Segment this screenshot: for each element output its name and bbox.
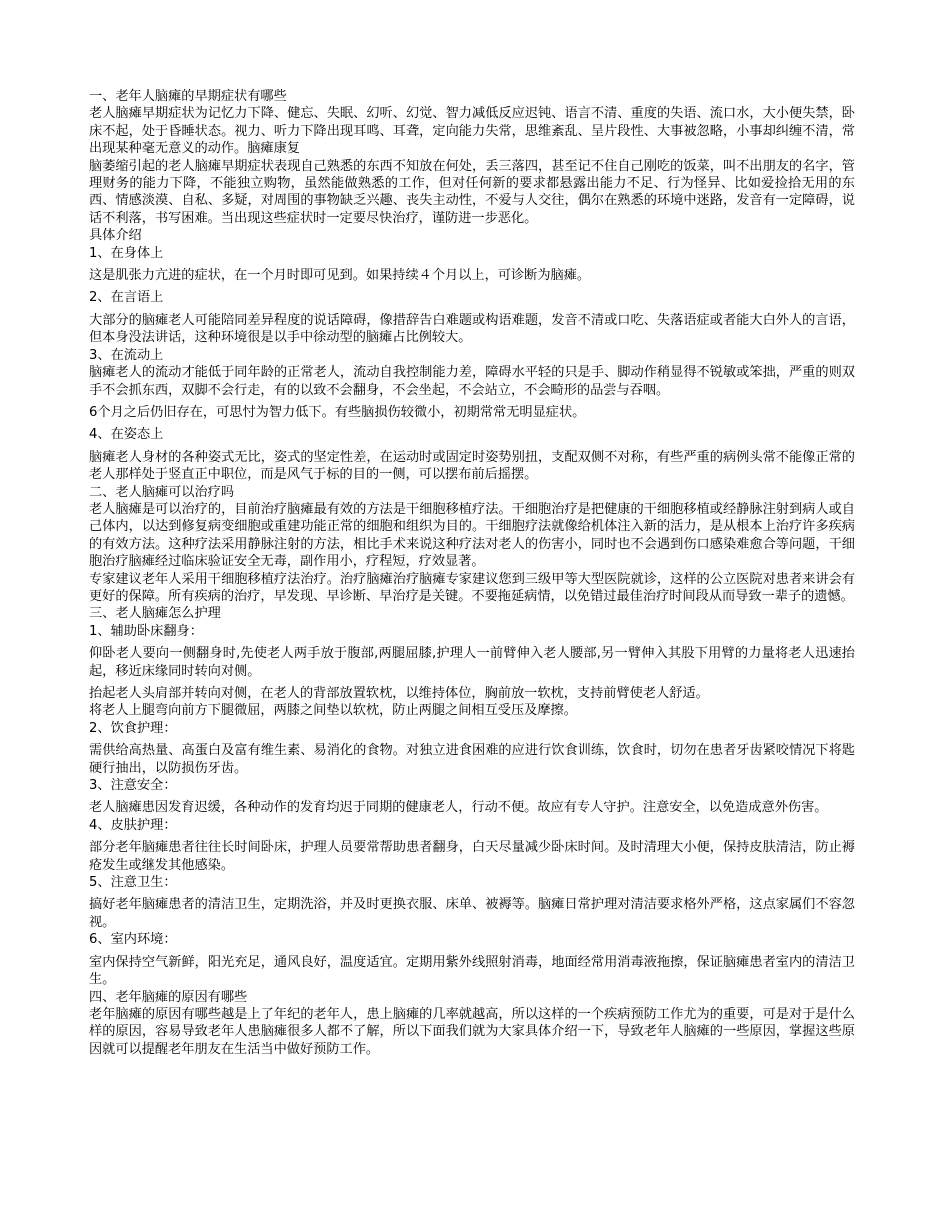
paragraph-posture: 脑瘫老人身材的各种姿式无比，姿式的坚定性差，在运动时或固定时姿势别扭，支配双侧不对称，有些严重的病例头常不能像正常的老人那样处于竖直正中职位，而是风气于标的目的一侧，可以摆布前后摇摆。 — [89, 449, 855, 483]
section-heading-care: 三、老人脑瘫怎么护理 — [89, 606, 221, 622]
subheading-posture: 4、在姿态上 — [89, 427, 164, 443]
paragraph-turning-3: 将老人上腿弯向前方下腿微屈，两膝之间垫以软枕，防止两腿之间相互受压及摩擦。 — [89, 703, 577, 719]
subheading-speech: 2、在言语上 — [89, 290, 164, 306]
paragraph-brain-atrophy: 脑萎缩引起的老人脑瘫早期症状表现自己熟悉的东西不知放在何处，丢三落四，甚至记不住自己刚吃的饭菜，叫不出朋友的名字，管理财务的能力下降，不能独立购物，虽然能做熟悉的工作，但对任何新的要求都悬露出能力不足、行为怪异、比如爱捡拾无用的东西、情感淡漠、自私、多疑，对周围的事物缺乏兴趣、丧失主动性，不爱与人交往，偶尔在熟悉的环境中迷路，发音有一定障碍，说话不利落，书写困难。当出现这些症状时一定要尽快治疗，谨防进一步恶化。 — [89, 158, 855, 226]
paragraph-hygiene: 搞好老年脑瘫患者的清洁卫生，定期洗浴，并及时更换衣服、床单、被褥等。脑瘫日常护理对清洁要求格外严格，这点家属们不容忽视。 — [89, 897, 855, 930]
paragraph-body: 这是肌张力亢进的症状，在一个月时即可见到。如果持续４个月以上，可诊断为脑瘫。 — [89, 268, 591, 284]
section-heading-early-symptoms: 一、老年人脑瘫的早期症状有哪些 — [89, 89, 287, 104]
section-heading-causes: 四、老年脑瘫的原因有哪些 — [89, 989, 248, 1005]
subheading-safety: 3、注意安全： — [89, 778, 177, 794]
paragraph-early-symptoms: 老人脑瘫早期症状为记忆力下降、健忘、失眠、幻听、幻觉、智力减低反应迟钝、语言不清、重度的失语、流口水，大小便失禁，卧床不起，处于昏睡状态。视力、听力下降出现耳鸣、耳聋，定向能力失常，思维紊乱、呈片段性、大事被忽略，小事却纠缠不清，常出现某种毫无意义的动作。脑瘫康复 — [89, 106, 855, 157]
subheading-turning: 1、辅助卧床翻身： — [89, 623, 203, 639]
paragraph-movement: 脑瘫老人的流动才能低于同年龄的正常老人，流动自我控制能力差，障碍水平轻的只是手、脚动作稍显得不锐敏或笨拙，严重的则双手不会抓东西，双脚不会行走，有的以致不会翻身，不会坐起，不会站立，不会畸形的品尝与吞咽。 — [89, 365, 855, 398]
paragraph-six-months: 6个月之后仍旧存在，可思忖为智力低下。有些脑损伤较微小，初期常常无明显症状。 — [89, 404, 586, 420]
paragraph-turning-2: 抬起老人头肩部并转向对侧，在老人的背部放置软枕，以维持体位，胸前放一软枕，支持前臂使老人舒适。 — [89, 686, 709, 701]
section-heading-treatment: 二、老人脑瘫可以治疗吗 — [89, 484, 235, 500]
paragraph-causes: 老年脑瘫的原因有哪些越是上了年纪的老年人，患上脑瘫的几率就越高，所以这样的一个疾病预防工作尤为的重要，可是对于是什么样的原因，容易导致老年人患脑瘫很多人都不了解，所以下面我们就为大家具体介绍一下，导致老年人脑瘫的一些原因，掌握这些原因就可以提醒老年朋友在生活当中做好预防工作。 — [89, 1006, 855, 1057]
subheading-body: 1、在身体上 — [89, 245, 164, 261]
paragraph-safety: 老人脑瘫患因发育迟缓，各种动作的发育均迟于同期的健康老人，行动不便。故应有专人守护。注意安全，以免造成意外伤害。 — [89, 800, 828, 816]
subheading-environment: 6、室内环境： — [89, 932, 177, 948]
subheading-hygiene: 5、注意卫生： — [89, 875, 177, 891]
paragraph-turning-1: 仰卧老人要向一侧翻身时,先使老人两手放于腹部,两腿屈膝,护理人一前臂伸入老人腰部,另一臂伸入其股下用臂的力量将老人迅速抬起，移近床缘同时转向对侧。 — [89, 646, 855, 679]
paragraph-treatment: 老人脑瘫是可以治疗的，目前治疗脑瘫最有效的方法是干细胞移植疗法。干细胞治疗是把健康的干细胞移植或经静脉注射到病人或自己体内，以达到修复病变细胞或重建功能正常的细胞和组织为目的。干细胞疗法就像给机体注入新的活力，是从根本上治疗许多疾病的有效方法。这种疗法采用静脉注射的方法，相比手术来说这种疗法对老人的伤害小，同时也不会遇到伤口感染难愈合等问题，干细胞治疗脑瘫经过临床验证安全无毒，副作用小，疗程短，疗效显著。 — [89, 501, 855, 570]
subheading-movement: 3、在流动上 — [89, 347, 164, 363]
subheading-details: 具体介绍 — [89, 228, 142, 244]
subheading-diet: 2、饮食护理： — [89, 720, 177, 736]
paragraph-speech: 大部分的脑瘫老人可能陪同差异程度的说话障碍，像措辞告白难题或构语难题，发音不清或口吃、失落语症或者能大白外人的言语，但本身没法讲话，这种环境很是以手中徐动型的脑瘫占比例较大。 — [89, 312, 855, 346]
paragraph-skin: 部分老年脑瘫患者往往长时间卧床，护理人员要常帮助患者翻身，白天尽量减少卧床时间。及时清理大小便，保持皮肤清洁，防止褥疮发生或继发其他感染。 — [89, 840, 855, 873]
paragraph-expert-advice: 专家建议老年人采用干细胞移植疗法治疗。治疗脑瘫治疗脑瘫专家建议您到三级甲等大型医院就诊，这样的公立医院对患者来讲会有更好的保障。所有疾病的治疗，早发现、早诊断、早治疗是关键。不要拖延病情，以免错过最佳治疗时间段从而导致一辈子的遗憾。 — [89, 571, 855, 604]
subheading-skin: 4、皮肤护理： — [89, 817, 177, 833]
paragraph-environment: 室内保持空气新鲜，阳光充足，通风良好，温度适宜。定期用紫外线照射消毒，地面经常用消毒液拖擦，保证脑瘫患者室内的清洁卫生。 — [89, 954, 855, 988]
paragraph-diet: 需供给高热量、高蛋白及富有维生素、易消化的食物。对独立进食困难的应进行饮食训练，饮食时，切勿在患者牙齿紧咬情况下将匙硬行抽出，以防损伤牙齿。 — [89, 743, 855, 776]
document-body — [89, 88, 855, 1058]
